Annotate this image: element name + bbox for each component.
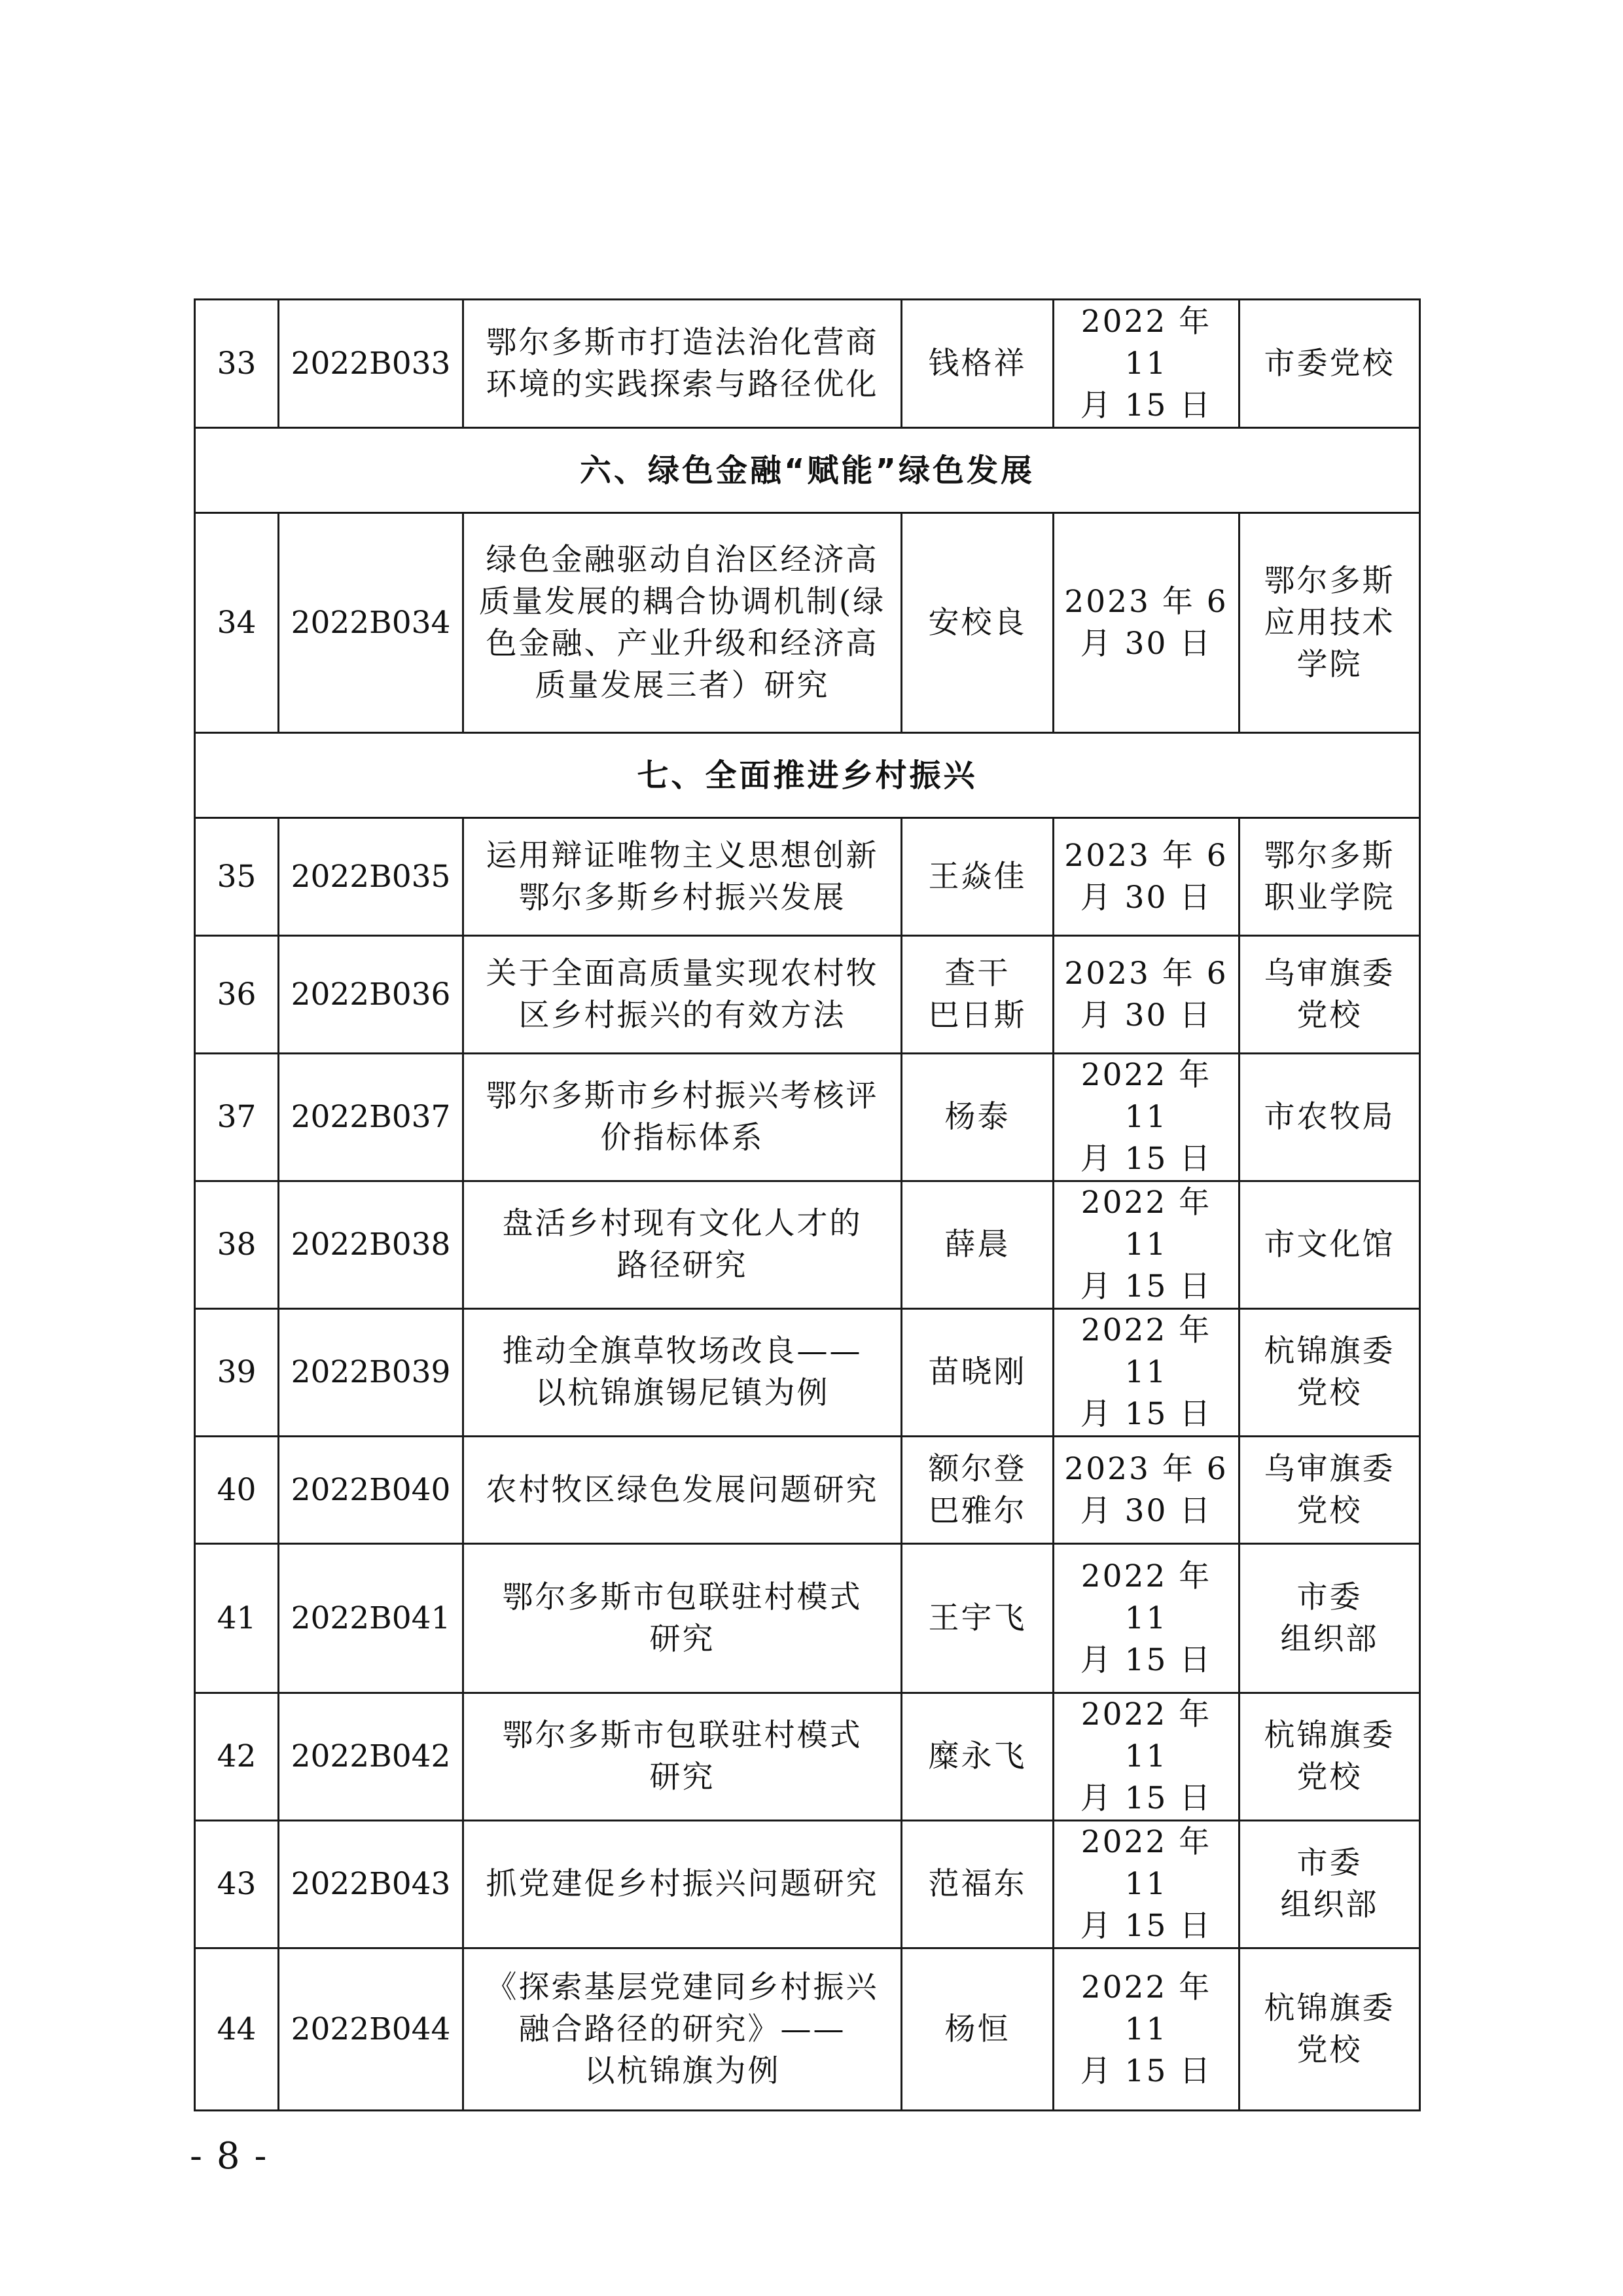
project-table bbox=[194, 298, 1421, 2111]
project-title-cell bbox=[463, 1693, 902, 1821]
deadline-cell-line: 月 15 日 bbox=[1080, 1780, 1213, 1816]
section-heading: 六、绿色金融“赋能”绿色发展 bbox=[195, 428, 1420, 513]
table-row bbox=[195, 936, 1420, 1054]
project-title-cell-line: 绿色金融驱动自治区经济高 bbox=[486, 541, 879, 578]
project-title-cell-line: 质量发展三者）研究 bbox=[535, 667, 830, 704]
project-title-cell-line: 鄂尔多斯市包联驻村模式 bbox=[502, 1579, 863, 1615]
person-cell-line: 王宇飞 bbox=[928, 1600, 1027, 1636]
unit-cell bbox=[1240, 1054, 1420, 1181]
deadline-cell-line: 2022 年 11 bbox=[1080, 303, 1212, 382]
project-code-cell: 2022B038 bbox=[279, 1181, 463, 1309]
unit-cell-line: 党校 bbox=[1296, 1375, 1363, 1411]
project-title-cell-line: 盘活乡村现有文化人才的 bbox=[502, 1206, 863, 1242]
person-cell bbox=[902, 818, 1054, 936]
deadline-cell-line: 2022 年 11 bbox=[1080, 1312, 1212, 1390]
project-title-cell-line: 鄂尔多斯乡村振兴发展 bbox=[518, 879, 846, 916]
project-title-cell-line: 区乡村振兴的有效方法 bbox=[518, 997, 846, 1033]
table-row bbox=[195, 1948, 1420, 2111]
project-title-cell-line: 色金融、产业升级和经济高 bbox=[486, 625, 879, 662]
project-title-cell-line: 抓党建促乡村振兴问题研究 bbox=[486, 1866, 879, 1902]
unit-cell bbox=[1240, 1309, 1420, 1437]
person-cell bbox=[902, 513, 1054, 733]
project-title-cell-line: 推动全旗草牧场改良—— bbox=[502, 1333, 863, 1369]
row-number-cell: 42 bbox=[195, 1693, 279, 1821]
unit-cell-line: 市委 bbox=[1296, 1845, 1363, 1881]
deadline-cell-line: 2023 年 6 bbox=[1064, 837, 1228, 874]
unit-cell-line: 组织部 bbox=[1280, 1621, 1379, 1657]
unit-cell-line: 党校 bbox=[1296, 997, 1363, 1033]
project-title-cell bbox=[463, 1437, 902, 1544]
deadline-cell-line: 2023 年 6 bbox=[1064, 583, 1228, 620]
person-cell bbox=[902, 936, 1054, 1054]
person-cell-line: 钱格祥 bbox=[928, 345, 1027, 382]
unit-cell bbox=[1240, 300, 1420, 428]
project-title-cell bbox=[463, 936, 902, 1054]
project-title-cell bbox=[463, 300, 902, 428]
deadline-cell bbox=[1054, 1821, 1240, 1948]
table-row bbox=[195, 818, 1420, 936]
project-title-cell-line: 鄂尔多斯市包联驻村模式 bbox=[502, 1717, 863, 1753]
unit-cell bbox=[1240, 818, 1420, 936]
row-number-cell: 43 bbox=[195, 1821, 279, 1948]
person-cell-line: 查干 bbox=[944, 955, 1010, 992]
deadline-cell-line: 月 15 日 bbox=[1080, 1268, 1213, 1304]
table-row bbox=[195, 1437, 1420, 1544]
person-cell bbox=[902, 1544, 1054, 1693]
table-row bbox=[195, 513, 1420, 733]
deadline-cell-line: 2022 年 11 bbox=[1080, 1696, 1212, 1774]
person-cell-line: 安校良 bbox=[928, 604, 1027, 641]
person-cell bbox=[902, 1309, 1054, 1437]
person-cell bbox=[902, 1821, 1054, 1948]
person-cell bbox=[902, 1054, 1054, 1181]
deadline-cell bbox=[1054, 936, 1240, 1054]
deadline-cell bbox=[1054, 1437, 1240, 1544]
person-cell bbox=[902, 1437, 1054, 1544]
table-row bbox=[195, 1309, 1420, 1437]
person-cell-line: 巴雅尔 bbox=[928, 1492, 1027, 1529]
deadline-cell-line: 月 30 日 bbox=[1080, 997, 1213, 1033]
project-title-cell bbox=[463, 1948, 902, 2111]
row-number-cell: 40 bbox=[195, 1437, 279, 1544]
unit-cell-line: 应用技术 bbox=[1264, 604, 1395, 641]
deadline-cell-line: 月 30 日 bbox=[1080, 879, 1213, 916]
unit-cell bbox=[1240, 1948, 1420, 2111]
person-cell-line: 苗晓刚 bbox=[928, 1354, 1027, 1390]
row-number-cell: 37 bbox=[195, 1054, 279, 1181]
unit-cell-line: 学院 bbox=[1296, 646, 1363, 683]
unit-cell-line: 市文化馆 bbox=[1264, 1227, 1395, 1263]
row-number-cell: 36 bbox=[195, 936, 279, 1054]
unit-cell-line: 杭锦旗委 bbox=[1264, 1333, 1395, 1369]
project-title-cell-line: 以杭锦旗为例 bbox=[584, 2053, 781, 2089]
section-row bbox=[195, 428, 1420, 513]
table-row bbox=[195, 1054, 1420, 1181]
unit-cell-line: 党校 bbox=[1296, 1759, 1363, 1795]
project-title-cell-line: 鄂尔多斯市乡村振兴考核评 bbox=[486, 1078, 879, 1114]
deadline-cell bbox=[1054, 300, 1240, 428]
project-title-cell bbox=[463, 818, 902, 936]
deadline-cell bbox=[1054, 1693, 1240, 1821]
project-code-cell: 2022B033 bbox=[279, 300, 463, 428]
project-title-cell bbox=[463, 1309, 902, 1437]
unit-cell-line: 市委党校 bbox=[1264, 345, 1395, 382]
project-title-cell-line: 融合路径的研究》—— bbox=[518, 2011, 846, 2047]
table-body bbox=[195, 300, 1420, 2111]
unit-cell bbox=[1240, 1693, 1420, 1821]
unit-cell-line: 乌审旗委 bbox=[1264, 955, 1395, 992]
table-row bbox=[195, 1544, 1420, 1693]
unit-cell bbox=[1240, 513, 1420, 733]
deadline-cell bbox=[1054, 1309, 1240, 1437]
project-title-cell-line: 《探索基层党建同乡村振兴 bbox=[486, 1969, 879, 2005]
project-title-cell-line: 质量发展的耦合协调机制(绿 bbox=[478, 583, 886, 620]
project-title-cell bbox=[463, 1544, 902, 1693]
deadline-cell-line: 2022 年 11 bbox=[1080, 1824, 1212, 1902]
project-code-cell: 2022B041 bbox=[279, 1544, 463, 1693]
row-number-cell: 39 bbox=[195, 1309, 279, 1437]
project-title-cell-line: 环境的实践探索与路径优化 bbox=[486, 366, 879, 403]
unit-cell-line: 职业学院 bbox=[1264, 879, 1395, 916]
deadline-cell-line: 月 15 日 bbox=[1080, 1396, 1213, 1432]
unit-cell-line: 杭锦旗委 bbox=[1264, 1990, 1395, 2026]
unit-cell bbox=[1240, 1437, 1420, 1544]
project-code-cell: 2022B040 bbox=[279, 1437, 463, 1544]
unit-cell-line: 乌审旗委 bbox=[1264, 1450, 1395, 1487]
row-number-cell: 34 bbox=[195, 513, 279, 733]
project-code-cell: 2022B037 bbox=[279, 1054, 463, 1181]
unit-cell bbox=[1240, 936, 1420, 1054]
project-title-cell bbox=[463, 1054, 902, 1181]
unit-cell-line: 鄂尔多斯 bbox=[1264, 562, 1395, 599]
project-code-cell: 2022B035 bbox=[279, 818, 463, 936]
row-number-cell: 33 bbox=[195, 300, 279, 428]
project-title-cell-line: 以杭锦旗锡尼镇为例 bbox=[535, 1375, 830, 1411]
person-cell-line: 杨恒 bbox=[944, 2011, 1010, 2047]
table-row bbox=[195, 1181, 1420, 1309]
row-number-cell: 38 bbox=[195, 1181, 279, 1309]
unit-cell-line: 组织部 bbox=[1280, 1887, 1379, 1923]
person-cell bbox=[902, 1948, 1054, 2111]
deadline-cell-line: 月 15 日 bbox=[1080, 387, 1213, 423]
project-code-cell: 2022B039 bbox=[279, 1309, 463, 1437]
deadline-cell bbox=[1054, 1544, 1240, 1693]
project-title-cell bbox=[463, 513, 902, 733]
table-row bbox=[195, 300, 1420, 428]
section-heading: 七、全面推进乡村振兴 bbox=[195, 733, 1420, 818]
deadline-cell-line: 2022 年 11 bbox=[1080, 1558, 1212, 1636]
deadline-cell-line: 月 15 日 bbox=[1080, 1141, 1213, 1177]
project-title-cell bbox=[463, 1181, 902, 1309]
row-number-cell: 41 bbox=[195, 1544, 279, 1693]
deadline-cell-line: 2022 年 11 bbox=[1080, 1185, 1212, 1263]
project-title-cell-line: 鄂尔多斯市打造法治化营商 bbox=[486, 324, 879, 361]
person-cell bbox=[902, 300, 1054, 428]
project-code-cell: 2022B044 bbox=[279, 1948, 463, 2111]
deadline-cell bbox=[1054, 1181, 1240, 1309]
project-title-cell-line: 路径研究 bbox=[616, 1247, 748, 1283]
unit-cell-line: 党校 bbox=[1296, 1492, 1363, 1529]
project-code-cell: 2022B034 bbox=[279, 513, 463, 733]
project-code-cell: 2022B043 bbox=[279, 1821, 463, 1948]
project-title-cell-line: 农村牧区绿色发展问题研究 bbox=[486, 1471, 879, 1508]
person-cell-line: 杨泰 bbox=[944, 1099, 1010, 1135]
person-cell-line: 薛晨 bbox=[944, 1227, 1010, 1263]
deadline-cell bbox=[1054, 1054, 1240, 1181]
deadline-cell bbox=[1054, 513, 1240, 733]
deadline-cell-line: 2023 年 6 bbox=[1064, 1450, 1228, 1487]
person-cell-line: 范福东 bbox=[928, 1866, 1027, 1902]
person-cell-line: 糜永飞 bbox=[928, 1738, 1027, 1774]
project-title-cell bbox=[463, 1821, 902, 1948]
table-row bbox=[195, 1693, 1420, 1821]
project-title-cell-line: 价指标体系 bbox=[600, 1120, 764, 1156]
table-row bbox=[195, 1821, 1420, 1948]
deadline-cell-line: 月 15 日 bbox=[1080, 1908, 1213, 1944]
deadline-cell-line: 月 15 日 bbox=[1080, 1641, 1213, 1678]
unit-cell-line: 市委 bbox=[1296, 1579, 1363, 1615]
person-cell bbox=[902, 1693, 1054, 1821]
deadline-cell-line: 月 30 日 bbox=[1080, 625, 1213, 662]
deadline-cell-line: 2022 年 11 bbox=[1080, 1969, 1212, 2047]
unit-cell-line: 杭锦旗委 bbox=[1264, 1717, 1395, 1753]
deadline-cell-line: 2022 年 11 bbox=[1080, 1057, 1212, 1135]
deadline-cell-line: 2023 年 6 bbox=[1064, 955, 1228, 992]
unit-cell-line: 市农牧局 bbox=[1264, 1099, 1395, 1135]
deadline-cell bbox=[1054, 1948, 1240, 2111]
project-title-cell-line: 运用辩证唯物主义思想创新 bbox=[486, 837, 879, 874]
page-number: -8- bbox=[190, 2135, 281, 2178]
project-code-cell: 2022B036 bbox=[279, 936, 463, 1054]
unit-cell bbox=[1240, 1544, 1420, 1693]
unit-cell-line: 党校 bbox=[1296, 2032, 1363, 2068]
row-number-cell: 35 bbox=[195, 818, 279, 936]
unit-cell bbox=[1240, 1181, 1420, 1309]
row-number-cell: 44 bbox=[195, 1948, 279, 2111]
project-code-cell: 2022B042 bbox=[279, 1693, 463, 1821]
deadline-cell-line: 月 15 日 bbox=[1080, 2053, 1213, 2089]
section-row bbox=[195, 733, 1420, 818]
person-cell bbox=[902, 1181, 1054, 1309]
person-cell-line: 额尔登 bbox=[928, 1450, 1027, 1487]
deadline-cell bbox=[1054, 818, 1240, 936]
project-title-cell-line: 研究 bbox=[649, 1759, 715, 1795]
deadline-cell-line: 月 30 日 bbox=[1080, 1492, 1213, 1529]
person-cell-line: 王焱佳 bbox=[928, 858, 1027, 895]
unit-cell-line: 鄂尔多斯 bbox=[1264, 837, 1395, 874]
project-title-cell-line: 关于全面高质量实现农村牧 bbox=[486, 955, 879, 992]
project-title-cell-line: 研究 bbox=[649, 1621, 715, 1657]
unit-cell bbox=[1240, 1821, 1420, 1948]
person-cell-line: 巴日斯 bbox=[928, 997, 1027, 1033]
